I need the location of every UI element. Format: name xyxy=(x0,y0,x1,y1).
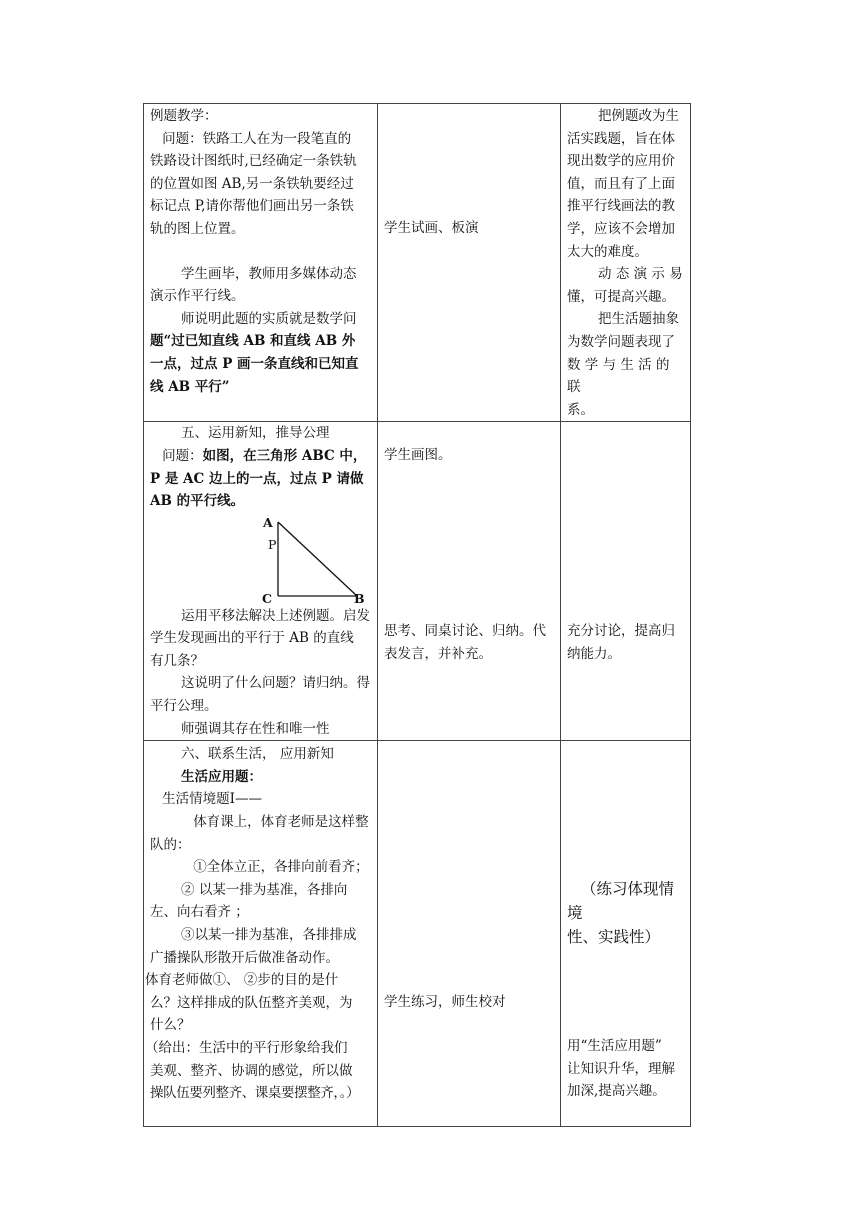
point-label-p: P xyxy=(268,536,277,552)
text-line: 一点，过点 P 画一条直线和已知直 xyxy=(150,355,359,372)
text-line: 线 AB 平行” xyxy=(150,378,230,395)
text-line: 广播操队形散开后做准备动作。 xyxy=(150,949,339,966)
text-block xyxy=(567,1035,684,1103)
text-line: AB 的平行线。 xyxy=(150,493,245,510)
text-block xyxy=(567,877,684,949)
text-line: 例题教学： xyxy=(150,108,218,124)
cell-student-activity-2 xyxy=(378,422,561,741)
triangle-figure xyxy=(150,513,371,605)
text-line: 把例题改为生 xyxy=(598,108,680,124)
text-line: （练习体现情境 xyxy=(567,880,674,923)
text-line: 学，应该不会增加 xyxy=(567,220,675,237)
table-row-example xyxy=(144,104,691,422)
text-line: 的位置如图 AB,另一条铁轨要经过 xyxy=(150,175,354,192)
text-line: 用“生活应用题” xyxy=(567,1038,662,1055)
text-line: 平行公理。 xyxy=(150,698,218,715)
side-ab xyxy=(278,522,357,596)
cell-teacher-activity-1 xyxy=(144,104,378,422)
text-line: 数 学 与 生 活 的 联 xyxy=(567,356,670,396)
text-line: 标记点 P,请你帮他们画出另一条铁 xyxy=(150,198,354,215)
text-line: 什么？ xyxy=(150,1017,191,1034)
text-line: 体育老师做①、 ②步的目的是什 xyxy=(145,972,339,989)
text-line: 左、向右看齐 ； xyxy=(150,904,249,921)
text-line: 五、运用新知，推导公理 xyxy=(181,425,330,442)
text-line: 学生试画、板演 xyxy=(384,220,479,236)
text-line: 轨的图上位置。 xyxy=(150,220,245,237)
text-line: 学生画图。 xyxy=(384,447,452,464)
text-line: 动 态 演 示 易 xyxy=(598,266,683,283)
text-line: 表发言，并补充。 xyxy=(384,645,492,662)
cell-student-activity-3 xyxy=(378,741,561,1127)
text-line: 如图，在三角形 ABC 中， xyxy=(202,447,367,464)
text-line: 加深,提高兴趣。 xyxy=(567,1083,666,1100)
text-line: 师说明此题的实质就是数学问 xyxy=(181,310,357,327)
text-line: 么？这样排成的队伍整齐美观，为 xyxy=(150,994,353,1011)
text-line: 学生练习，师生校对 xyxy=(384,994,506,1011)
text-line: 问题： xyxy=(162,447,203,464)
text-line: 生活情境题Ⅰ—— xyxy=(162,791,262,808)
text-line: 系。 xyxy=(567,401,594,418)
text-line: ② 以某一排为基准，各排向 xyxy=(181,881,348,898)
text-line: 现出数学的应用价 xyxy=(567,153,675,170)
cell-design-intent-2 xyxy=(561,422,691,741)
text-line: 为数学问题表现了 xyxy=(567,333,675,350)
text-line: 运用平移法解决上述例题。启发 xyxy=(181,607,371,624)
text-line: P 是 AC 边上的一点，过点 P 请做 xyxy=(150,470,364,487)
text-line: 体育课上，体育老师是这样整 xyxy=(193,814,369,831)
text-line: 值，而且有了上面 xyxy=(567,175,675,192)
text-line: 题“过已知直线 AB 和直线 AB 外 xyxy=(150,333,356,350)
text-line: 懂，可提高兴趣。 xyxy=(567,288,675,305)
text-line: 学生发现画出的平行于 AB 的直线 xyxy=(150,630,354,647)
text-line: 美观、整齐、协调的感觉，所以做 xyxy=(150,1062,353,1079)
text-line: 充分讨论，提高归 xyxy=(567,623,675,640)
text-line: 操队伍要列整齐、课桌要摆整齐，。） xyxy=(150,1085,360,1102)
table-row-axiom xyxy=(144,422,691,741)
vertex-label-b: B xyxy=(354,590,365,606)
cell-student-activity-1 xyxy=(378,104,561,422)
vertex-label-c: C xyxy=(262,590,272,606)
text-block xyxy=(567,620,684,665)
text-line: 让知识升华，理解 xyxy=(567,1060,675,1077)
text-block xyxy=(384,620,554,665)
question-line xyxy=(150,445,371,468)
cell-teacher-activity-2 xyxy=(144,422,378,741)
text-line: 思考、同桌讨论、归纳。代 xyxy=(384,623,546,640)
text-line: 队的： xyxy=(150,836,191,853)
cell-design-intent-3 xyxy=(561,741,691,1127)
table-row-life-application xyxy=(144,741,691,1127)
text-line: 有几条？ xyxy=(150,652,204,669)
text-line: 太大的难度。 xyxy=(567,243,648,260)
text-line: 纳能力。 xyxy=(567,645,621,662)
text-line: 铁路设计图纸时,已经确定一条铁轨 xyxy=(150,153,357,170)
cell-teacher-activity-3 xyxy=(144,741,378,1127)
text-line: 问题：铁路工人在为一段笔直的 xyxy=(162,130,352,147)
lesson-plan-table xyxy=(143,103,691,1127)
text-line: 师强调其存在性和唯一性 xyxy=(181,720,330,737)
text-line: 演示作平行线。 xyxy=(150,288,245,305)
text-line: 活实践题，旨在体 xyxy=(567,130,675,147)
text-line: 六、联系生活， 应用新知 xyxy=(181,746,334,763)
text-line: ③以某一排为基准，各排排成 xyxy=(181,927,357,943)
vertex-label-a: A xyxy=(263,514,273,530)
text-line: 推平行线画法的教 xyxy=(567,198,675,215)
text-line: 学生画毕，教师用多媒体动态 xyxy=(181,265,357,282)
text-line: ①全体立正，各排向前看齐； xyxy=(193,859,369,876)
text-line: （给出：生活中的平行形象给我们 xyxy=(145,1039,348,1056)
text-line: 性、实践性） xyxy=(567,928,661,947)
text-line: 生活应用题： xyxy=(181,768,263,785)
cell-design-intent-1 xyxy=(561,104,691,422)
text-line: 把生活题抽象 xyxy=(598,311,680,328)
text-line: 这说明了什么问题？请归纳。得 xyxy=(181,675,371,692)
